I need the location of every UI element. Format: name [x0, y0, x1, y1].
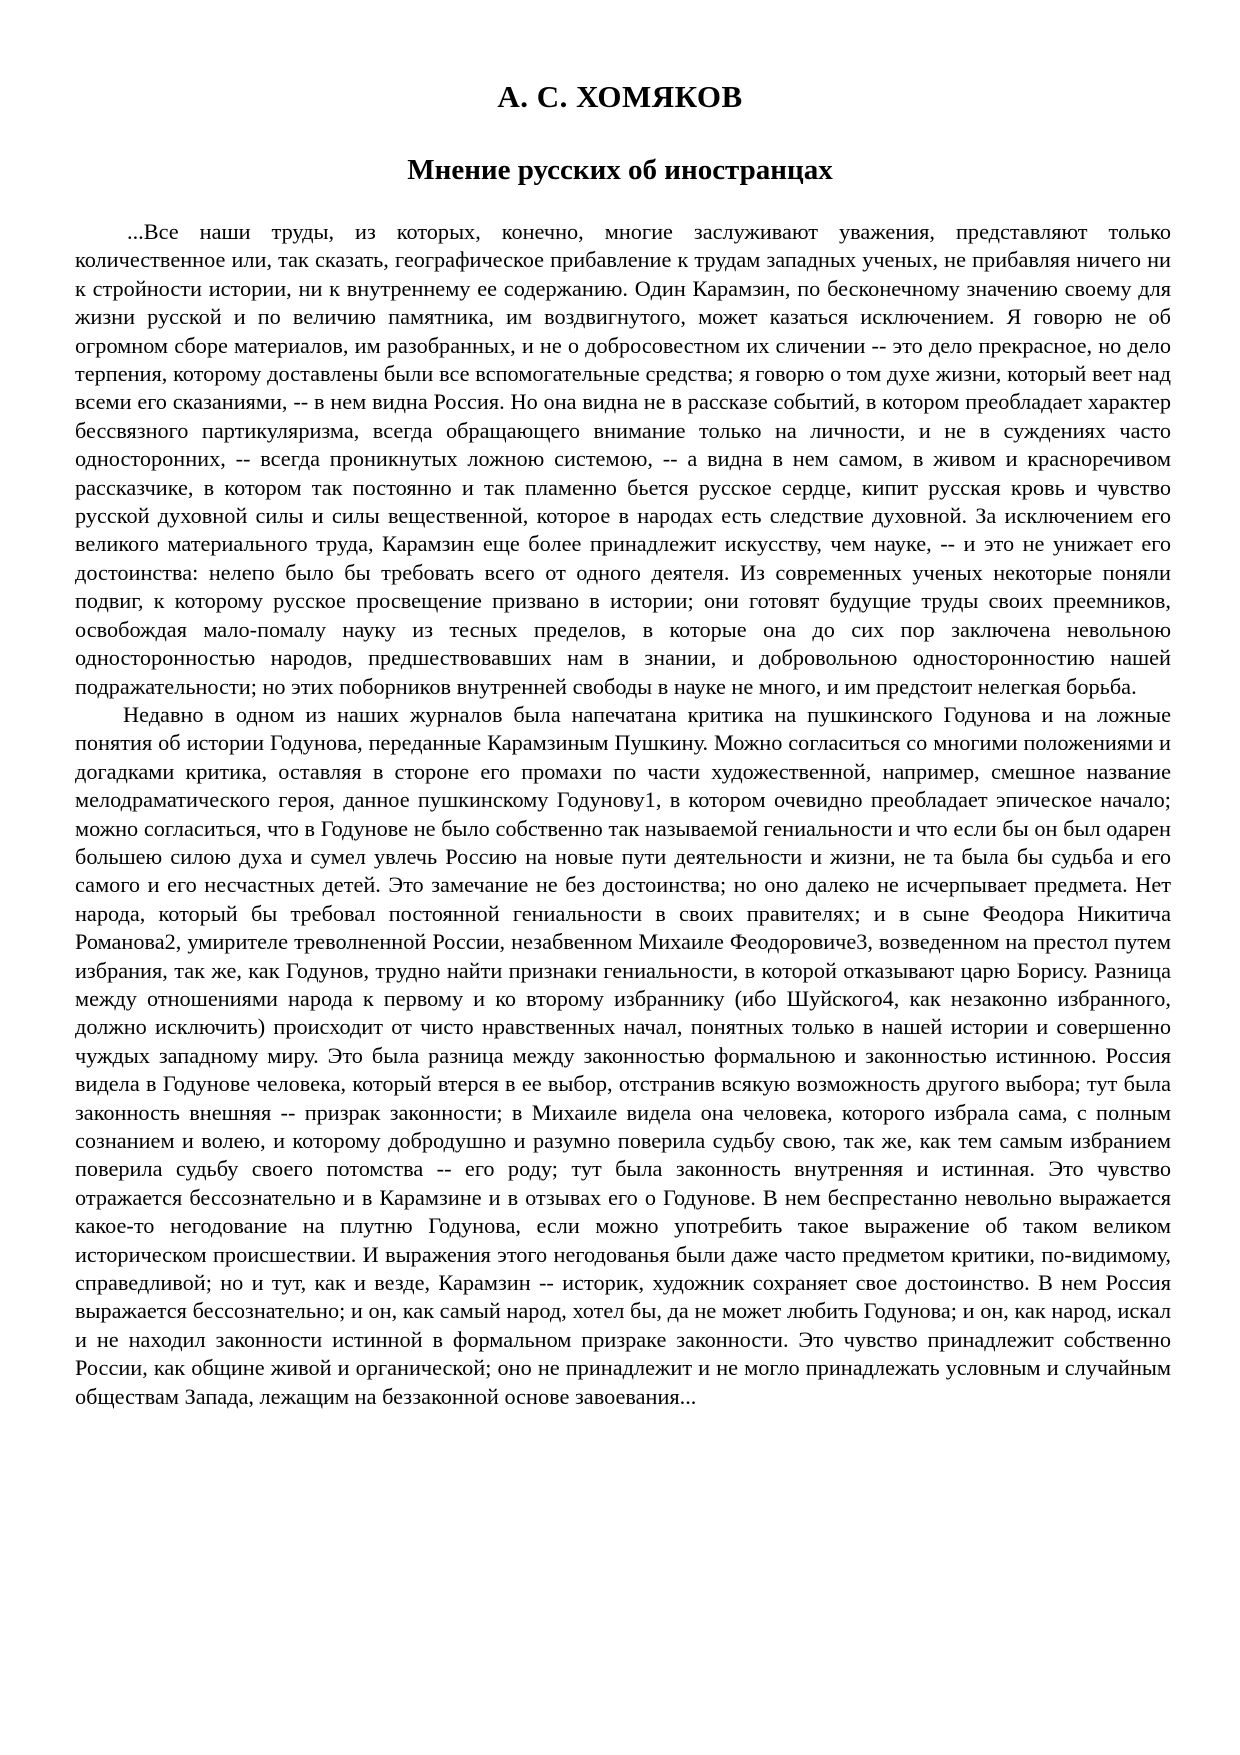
author-name: А. С. ХОМЯКОВ: [497, 79, 743, 114]
paragraph-1: ...Все наши труды, из которых, конечно, многие заслуживают уважения, представляют только количественное или, так сказать, географическое прибавление к трудам западных ученых, не прибавляя ничего ни к стройности истории, ни к внутреннему ее содержанию. Один Карамзин, по бесконечному значению своему для жизни русской и по величию памятника, им воздвигнутого, может казаться исключением. Я говорю не об огромном сборе материалов, им разобранных, и не о добросовестном их сличении -- это дело прекрасное, но дело терпения, которому доставлены были все вспомогательные средства; я говорю о том духе жизни, который веет над всеми его сказаниями, -- в нем видна Россия. Но она видна не в рассказе событий, в котором преобладает характер бессвязного партикуляризма, всегда обращающего внимание только на личности, и не в суждениях часто односторонних, -- всегда проникнутых ложною системою, -- а видна в нем самом, в живом и красноречивом рассказчике, в котором так постоянно и так пламенно бьется русское сердце, кипит русская кровь и чувство русской духовной силы и силы вещественной, которое в народах есть следствие духовной. За исключением его великого материального труда, Карамзин еще более принадлежит искусству, чем науке, -- и это не унижает его достоинства: нелепо было бы требовать всего от одного деятеля. Из современных ученых некоторые поняли подвиг, к которому русское просвещение призвано в истории; они готовят будущие труды своих преемников, освобождая мало-помалу науку из тесных пределов, в которые она до сих пор заключена невольною односторонностью народов, предшествовавших нам в знании, и добровольною односторонностию нашей подражательности; но этих поборников внутренней свободы в науке не много, и им предстоит нелегкая борьба.: [75, 219, 1171, 699]
article-title: Мнение русских об иностранцах: [407, 154, 833, 186]
article-body: [75, 218, 1171, 1411]
paragraph-2: Недавно в одном из наших журналов была напечатана критика на пушкинского Годунова и на ложные понятия об истории Годунова, переданные Карамзиным Пушкину. Можно согласиться со многими положениями и догадками критика, оставляя в стороне его промахи по части художественной, например, смешное название мелодраматического героя, данное пушкинскому Годунову1, в котором очевидно преобладает эпическое начало; можно согласиться, что в Годунове не было собственно так называемой гениальности и что если бы он был одарен большею силою духа и сумел увлечь Россию на новые пути деятельности и жизни, не та была бы судьба и его самого и его несчастных детей. Это замечание не без достоинства; но оно далеко не исчерпывает предмета. Нет народа, который бы требовал постоянной гениальности в своих правителях; и в сыне Феодора Никитича Романова2, умирителе треволненной России, незабвенном Михаиле Феодоровиче3, возведенном на престол путем избрания, так же, как Годунов, трудно найти признаки гениальности, в которой отказывают царю Борису. Разница между отношениями народа к первому и ко второму избраннику (ибо Шуйского4, как незаконно избранного, должно исключить) происходит от чисто нравственных начал, понятных только в нашей истории и совершенно чуждых западному миру. Это была разница между законностью формальною и законностью истинною. Россия видела в Годунове человека, который втерся в ее выбор, отстранив всякую возможность другого выбора; тут была законность внешняя -- призрак законности; в Михаиле видела она человека, которого избрала сама, с полным сознанием и волею, и которому добродушно и разумно поверила судьбу свою, так же, как тем самым избранием поверила судьбу своего потомства -- его роду; тут была законность внутренняя и истинная. Это чувство отражается бессознательно и в Карамзине и в отзывах его о Годунове. В нем беспрестанно невольно выражается какое-то негодование на плутню Годунова, если можно употребить такое выражение об таком великом историческом происшествии. И выражения этого негодованья были даже часто предметом критики, по-видимому, справедливой; но и тут, как и везде, Карамзин -- историк, художник сохраняет свое достоинство. В нем Россия выражается бессознательно; и он, как самый народ, хотел бы, да не может любить Годунова; и он, как народ, искал и не находил законности истинной в формальном призраке законности. Это чувство принадлежит собственно России, как общине живой и органической; оно не принадлежит и не могло принадлежать условным и случайным обществам Запада, лежащим на беззаконной основе завоевания...: [75, 701, 1171, 1409]
